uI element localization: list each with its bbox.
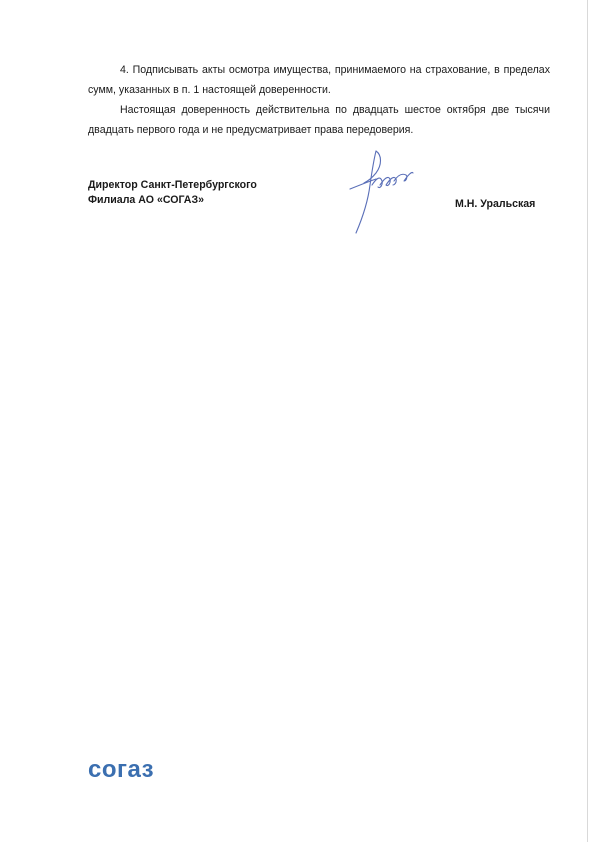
signer-position (88, 178, 257, 208)
paragraph-4: 4. Подписывать акты осмотра имущества, принимаемого на страхование, в пределах сумм, указанных в п. 1 настоящей доверенности. (88, 64, 550, 96)
validity-paragraph: Настоящая доверенность действительна по двадцать шестое октября две тысячи двадцать первого года и не предусматривает права передоверия. (88, 104, 550, 136)
page-edge-line (587, 0, 588, 842)
handwritten-signature (336, 145, 414, 237)
signer-position-line1: Директор Санкт-Петербургского (88, 179, 257, 191)
sogaz-logo: согаз (88, 756, 155, 783)
signer-name: М.Н. Уральская (455, 198, 536, 210)
signer-position-line2: Филиала АО «СОГАЗ» (88, 194, 204, 206)
